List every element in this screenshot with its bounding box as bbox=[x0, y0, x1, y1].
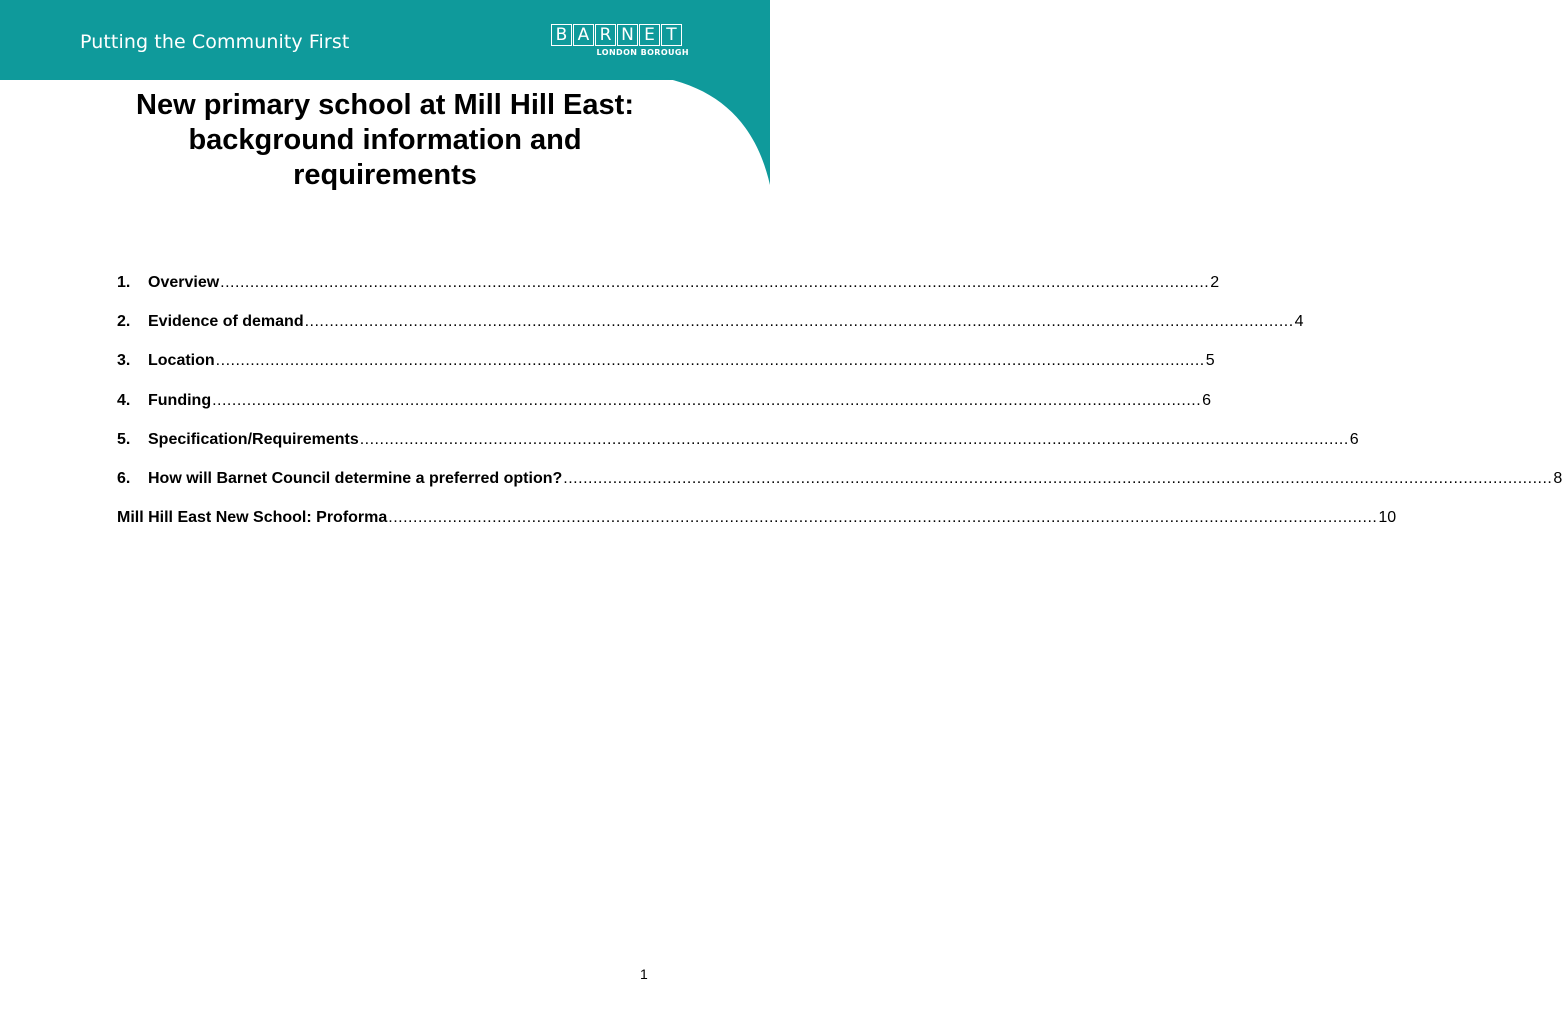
toc-label: Mill Hill East New School: Proforma bbox=[117, 509, 388, 527]
document-title bbox=[100, 88, 670, 193]
toc-page: 2 bbox=[1210, 274, 1220, 291]
toc-number: 2. bbox=[117, 313, 131, 331]
logo-letter: T bbox=[661, 24, 682, 46]
toc-page: 5 bbox=[1205, 352, 1215, 370]
toc-leader: ........................................................................................................................................................................................................ bbox=[212, 391, 1202, 409]
toc-leader: ........................................................................................................................................................................................................ bbox=[220, 274, 1210, 291]
toc-number: 4. bbox=[117, 391, 131, 409]
toc-number: 1. bbox=[117, 274, 131, 291]
table-of-contents bbox=[117, 274, 1562, 548]
toc-entry-location[interactable] bbox=[117, 352, 1215, 391]
toc-entry-overview[interactable] bbox=[117, 274, 1220, 313]
toc-label: Location bbox=[148, 352, 215, 370]
toc-page: 8 bbox=[1553, 469, 1562, 487]
toc-label: Specification/Requirements bbox=[148, 430, 359, 448]
toc-leader: ........................................................................................................................................................................................................ bbox=[215, 352, 1205, 370]
toc-label: Evidence of demand bbox=[148, 313, 304, 331]
toc-entry-evidence-of-demand[interactable] bbox=[117, 313, 1304, 352]
toc-number: 5. bbox=[117, 430, 131, 448]
toc-label: Funding bbox=[148, 391, 212, 409]
toc-page: 6 bbox=[1349, 430, 1359, 448]
logo-subtitle: LONDON BOROUGH bbox=[596, 48, 689, 57]
toc-leader: ........................................................................................................................................................................................................ bbox=[563, 469, 1553, 487]
toc-label: Overview bbox=[148, 274, 220, 291]
toc-page: 4 bbox=[1294, 313, 1304, 331]
toc-leader: ........................................................................................................................................................................................................ bbox=[359, 430, 1349, 448]
title-line: New primary school at Mill Hill East: bbox=[136, 89, 634, 121]
toc-entry-specification[interactable] bbox=[117, 430, 1359, 470]
logo-letter: R bbox=[595, 24, 616, 46]
logo-letter: B bbox=[551, 24, 572, 46]
toc-number: 6. bbox=[117, 469, 131, 487]
logo-letter: A bbox=[573, 24, 594, 46]
toc-leader: ........................................................................................................................................................................................................ bbox=[304, 313, 1294, 331]
toc-page: 6 bbox=[1202, 391, 1212, 409]
logo-letters bbox=[551, 24, 691, 46]
title-line: background information and bbox=[188, 124, 582, 156]
toc-entry-funding[interactable] bbox=[117, 391, 1212, 431]
toc-entry-preferred-option[interactable] bbox=[117, 469, 1562, 509]
toc-leader: ........................................................................................................................................................................................................ bbox=[388, 509, 1378, 527]
toc-number: 3. bbox=[117, 352, 131, 370]
toc-entry-proforma[interactable] bbox=[117, 509, 1397, 548]
header-tagline: Putting the Community First bbox=[80, 31, 350, 53]
logo-letter: N bbox=[617, 24, 638, 46]
barnet-logo bbox=[551, 24, 691, 62]
logo-letter: E bbox=[639, 24, 660, 46]
title-line: requirements bbox=[293, 159, 477, 191]
toc-label: How will Barnet Council determine a preferred option? bbox=[148, 469, 563, 487]
toc-page: 10 bbox=[1378, 509, 1397, 527]
page-number: 1 bbox=[640, 966, 648, 982]
